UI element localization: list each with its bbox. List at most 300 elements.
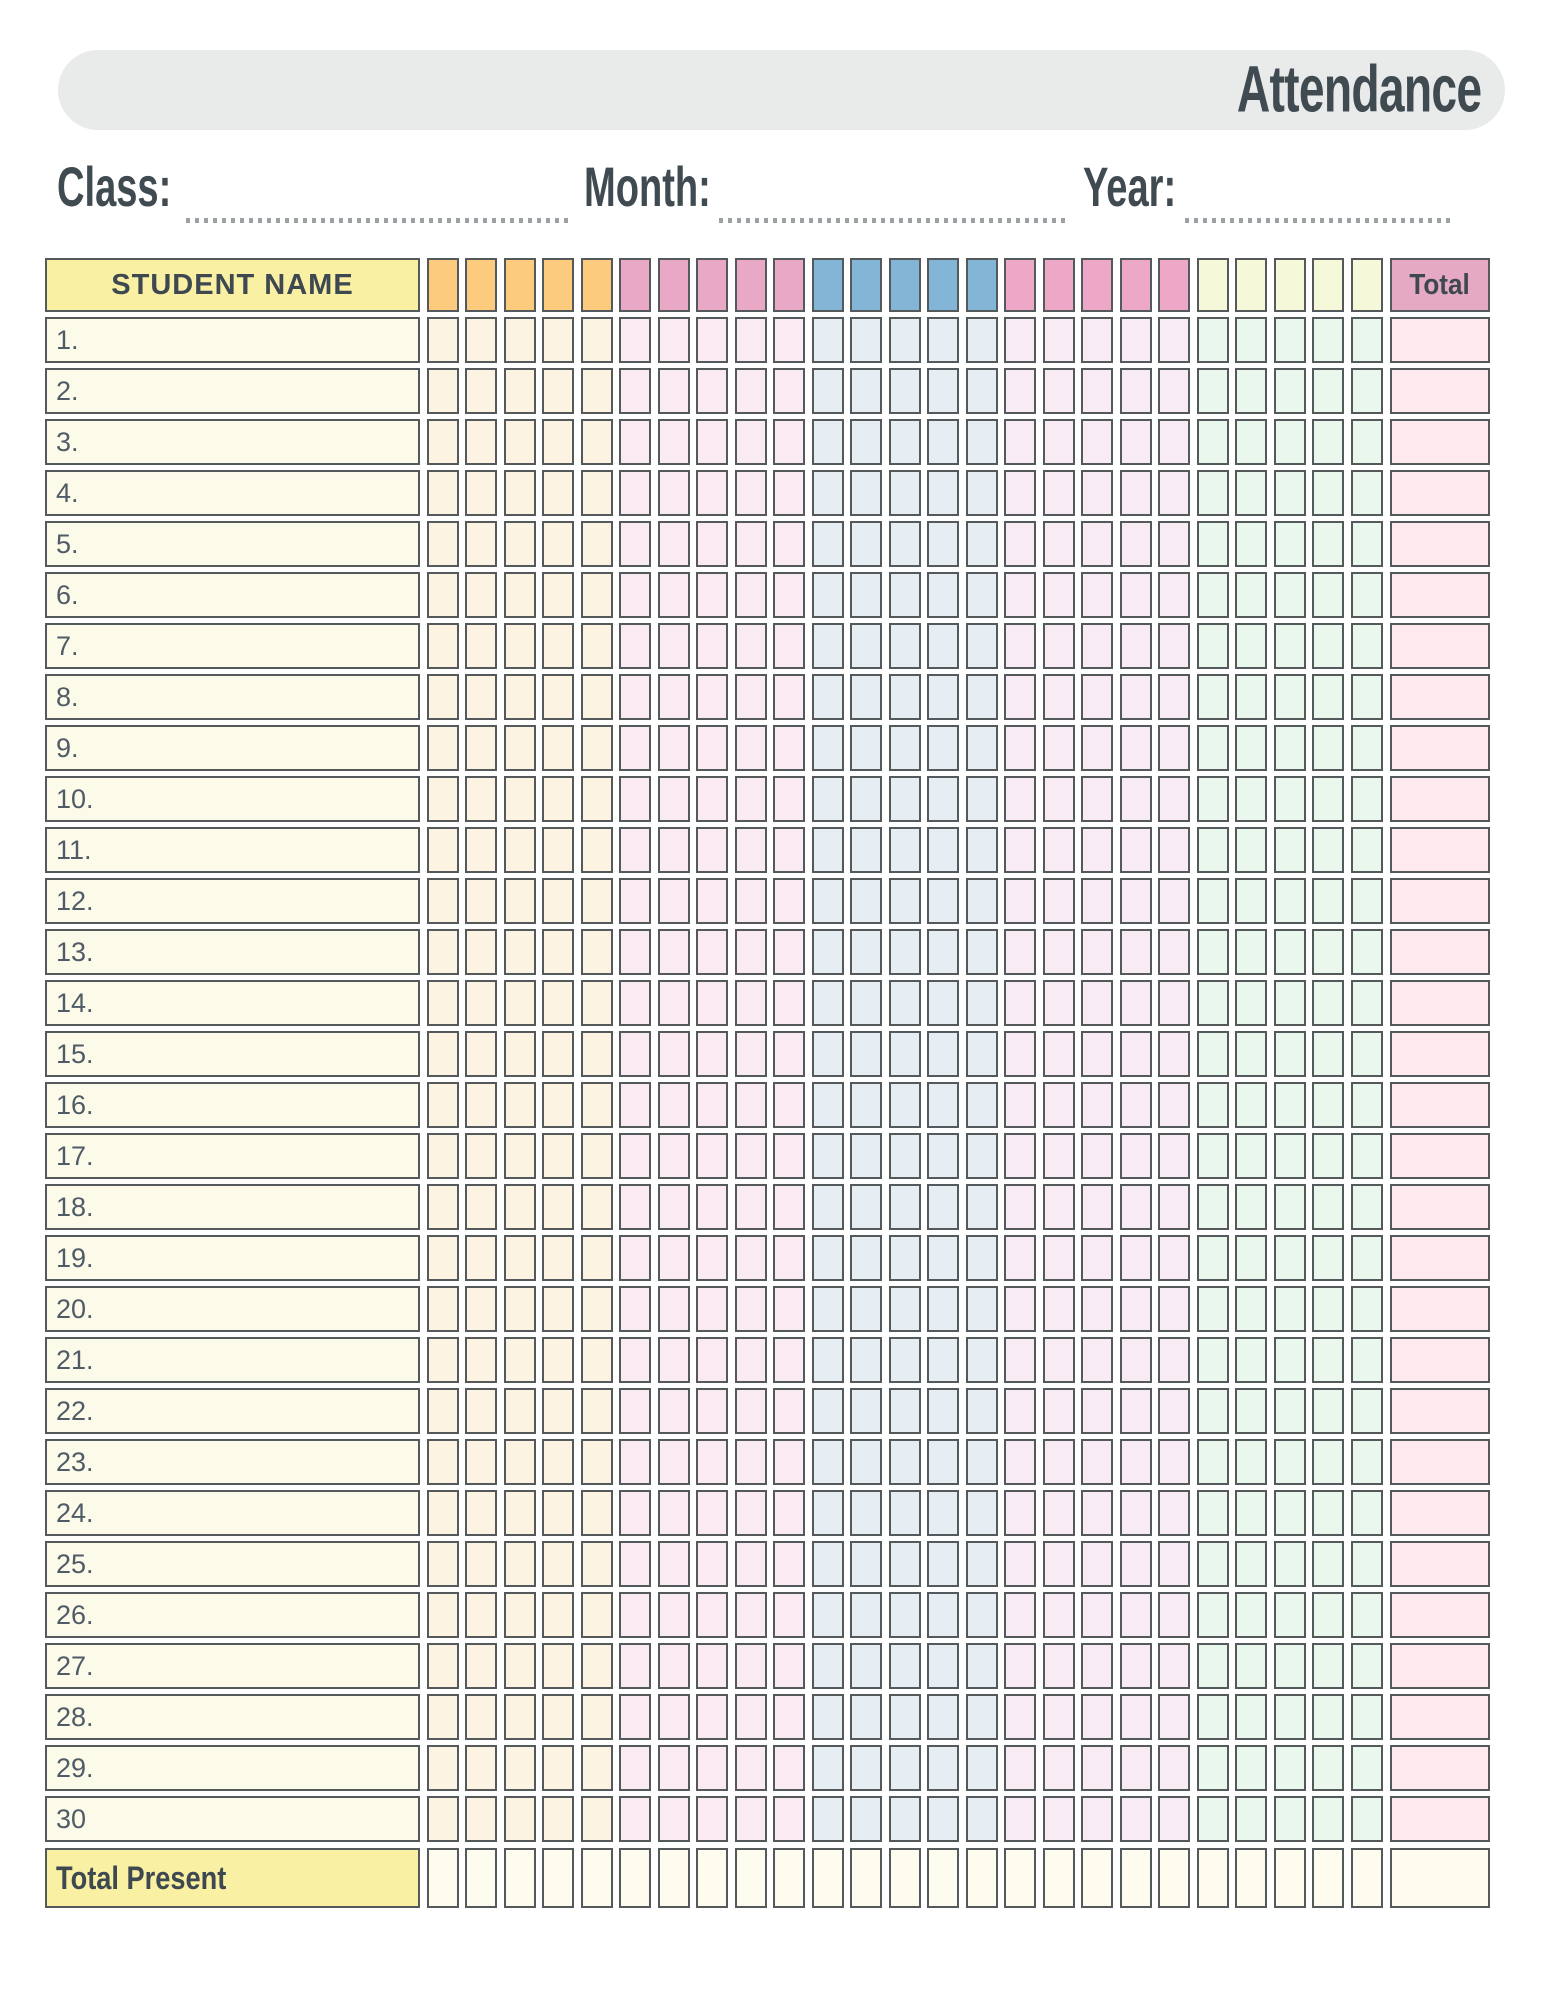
attendance-mark-cell[interactable] — [465, 980, 497, 1026]
attendance-mark-cell[interactable] — [1197, 1541, 1229, 1587]
attendance-mark-cell[interactable] — [1081, 317, 1113, 363]
row-total-cell[interactable] — [1390, 419, 1490, 465]
attendance-mark-cell[interactable] — [1197, 1439, 1229, 1485]
attendance-mark-cell[interactable] — [773, 1082, 805, 1128]
total-present-day-cell[interactable] — [735, 1848, 767, 1908]
attendance-mark-cell[interactable] — [465, 827, 497, 873]
attendance-mark-cell[interactable] — [1081, 1082, 1113, 1128]
attendance-mark-cell[interactable] — [1351, 623, 1383, 669]
attendance-mark-cell[interactable] — [1351, 1286, 1383, 1332]
attendance-mark-cell[interactable] — [812, 827, 844, 873]
attendance-mark-cell[interactable] — [850, 623, 882, 669]
attendance-mark-cell[interactable] — [1120, 419, 1152, 465]
row-total-cell[interactable] — [1390, 1082, 1490, 1128]
attendance-mark-cell[interactable] — [1081, 368, 1113, 414]
attendance-mark-cell[interactable] — [1158, 1388, 1190, 1434]
attendance-mark-cell[interactable] — [581, 1490, 613, 1536]
attendance-mark-cell[interactable] — [504, 980, 536, 1026]
attendance-mark-cell[interactable] — [1274, 1235, 1306, 1281]
attendance-mark-cell[interactable] — [889, 623, 921, 669]
attendance-mark-cell[interactable] — [1120, 776, 1152, 822]
attendance-mark-cell[interactable] — [1312, 1439, 1344, 1485]
attendance-mark-cell[interactable] — [966, 1694, 998, 1740]
attendance-mark-cell[interactable] — [1235, 1796, 1267, 1842]
attendance-mark-cell[interactable] — [542, 470, 574, 516]
attendance-mark-cell[interactable] — [1120, 1796, 1152, 1842]
attendance-mark-cell[interactable] — [1274, 1439, 1306, 1485]
attendance-mark-cell[interactable] — [1120, 1541, 1152, 1587]
attendance-mark-cell[interactable] — [465, 1286, 497, 1332]
attendance-mark-cell[interactable] — [1043, 572, 1075, 618]
attendance-mark-cell[interactable] — [1312, 470, 1344, 516]
row-total-cell[interactable] — [1390, 1541, 1490, 1587]
attendance-mark-cell[interactable] — [658, 776, 690, 822]
attendance-mark-cell[interactable] — [465, 419, 497, 465]
attendance-mark-cell[interactable] — [427, 827, 459, 873]
attendance-mark-cell[interactable] — [889, 1031, 921, 1077]
attendance-mark-cell[interactable] — [889, 1235, 921, 1281]
attendance-mark-cell[interactable] — [1043, 623, 1075, 669]
attendance-mark-cell[interactable] — [1235, 1592, 1267, 1638]
attendance-mark-cell[interactable] — [1312, 1643, 1344, 1689]
attendance-mark-cell[interactable] — [542, 1643, 574, 1689]
attendance-mark-cell[interactable] — [1120, 980, 1152, 1026]
attendance-mark-cell[interactable] — [1274, 317, 1306, 363]
attendance-mark-cell[interactable] — [735, 674, 767, 720]
attendance-mark-cell[interactable] — [504, 470, 536, 516]
attendance-mark-cell[interactable] — [1120, 878, 1152, 924]
attendance-mark-cell[interactable] — [812, 1643, 844, 1689]
attendance-mark-cell[interactable] — [1235, 1031, 1267, 1077]
attendance-mark-cell[interactable] — [1158, 1745, 1190, 1791]
attendance-mark-cell[interactable] — [427, 776, 459, 822]
attendance-mark-cell[interactable] — [427, 470, 459, 516]
attendance-mark-cell[interactable] — [1274, 623, 1306, 669]
attendance-mark-cell[interactable] — [773, 572, 805, 618]
row-total-cell[interactable] — [1390, 674, 1490, 720]
attendance-mark-cell[interactable] — [735, 1337, 767, 1383]
total-present-day-cell[interactable] — [696, 1848, 728, 1908]
attendance-mark-cell[interactable] — [1235, 674, 1267, 720]
attendance-mark-cell[interactable] — [812, 1184, 844, 1230]
attendance-mark-cell[interactable] — [735, 1031, 767, 1077]
attendance-mark-cell[interactable] — [465, 1745, 497, 1791]
attendance-mark-cell[interactable] — [850, 1286, 882, 1332]
attendance-mark-cell[interactable] — [581, 470, 613, 516]
attendance-mark-cell[interactable] — [1004, 1388, 1036, 1434]
attendance-mark-cell[interactable] — [773, 470, 805, 516]
attendance-mark-cell[interactable] — [1235, 725, 1267, 771]
attendance-mark-cell[interactable] — [1274, 1286, 1306, 1332]
attendance-mark-cell[interactable] — [1351, 1796, 1383, 1842]
attendance-mark-cell[interactable] — [1043, 1235, 1075, 1281]
attendance-mark-cell[interactable] — [504, 1133, 536, 1179]
attendance-mark-cell[interactable] — [1235, 572, 1267, 618]
attendance-mark-cell[interactable] — [850, 1337, 882, 1383]
attendance-mark-cell[interactable] — [504, 1337, 536, 1383]
attendance-mark-cell[interactable] — [619, 1490, 651, 1536]
attendance-mark-cell[interactable] — [1043, 1184, 1075, 1230]
attendance-mark-cell[interactable] — [1158, 1031, 1190, 1077]
student-name-cell[interactable]: 7. — [45, 623, 420, 669]
total-present-day-cell[interactable] — [850, 1848, 882, 1908]
total-present-day-cell[interactable] — [1351, 1848, 1383, 1908]
total-present-day-cell[interactable] — [1081, 1848, 1113, 1908]
attendance-mark-cell[interactable] — [850, 1643, 882, 1689]
attendance-mark-cell[interactable] — [773, 674, 805, 720]
attendance-mark-cell[interactable] — [619, 980, 651, 1026]
student-name-cell[interactable]: 26. — [45, 1592, 420, 1638]
attendance-mark-cell[interactable] — [1043, 1694, 1075, 1740]
attendance-mark-cell[interactable] — [927, 929, 959, 975]
attendance-mark-cell[interactable] — [658, 470, 690, 516]
total-present-day-cell[interactable] — [1274, 1848, 1306, 1908]
student-name-cell[interactable]: 25. — [45, 1541, 420, 1587]
attendance-mark-cell[interactable] — [427, 725, 459, 771]
attendance-mark-cell[interactable] — [1043, 1031, 1075, 1077]
attendance-mark-cell[interactable] — [1274, 1031, 1306, 1077]
attendance-mark-cell[interactable] — [542, 1439, 574, 1485]
attendance-mark-cell[interactable] — [966, 827, 998, 873]
attendance-mark-cell[interactable] — [889, 1439, 921, 1485]
attendance-mark-cell[interactable] — [542, 1235, 574, 1281]
student-name-cell[interactable]: 28. — [45, 1694, 420, 1740]
attendance-mark-cell[interactable] — [658, 1286, 690, 1332]
attendance-mark-cell[interactable] — [1274, 674, 1306, 720]
attendance-mark-cell[interactable] — [850, 1541, 882, 1587]
attendance-mark-cell[interactable] — [966, 1592, 998, 1638]
attendance-mark-cell[interactable] — [1158, 1490, 1190, 1536]
attendance-mark-cell[interactable] — [542, 1031, 574, 1077]
attendance-mark-cell[interactable] — [465, 725, 497, 771]
attendance-mark-cell[interactable] — [581, 929, 613, 975]
attendance-mark-cell[interactable] — [1081, 1439, 1113, 1485]
student-name-cell[interactable]: 29. — [45, 1745, 420, 1791]
total-present-day-cell[interactable] — [1312, 1848, 1344, 1908]
attendance-mark-cell[interactable] — [773, 317, 805, 363]
attendance-mark-cell[interactable] — [619, 1133, 651, 1179]
attendance-mark-cell[interactable] — [966, 1439, 998, 1485]
attendance-mark-cell[interactable] — [1351, 725, 1383, 771]
attendance-mark-cell[interactable] — [927, 419, 959, 465]
attendance-mark-cell[interactable] — [696, 1337, 728, 1383]
attendance-mark-cell[interactable] — [542, 368, 574, 414]
attendance-mark-cell[interactable] — [735, 1133, 767, 1179]
attendance-mark-cell[interactable] — [658, 1133, 690, 1179]
attendance-mark-cell[interactable] — [1004, 1796, 1036, 1842]
attendance-mark-cell[interactable] — [927, 776, 959, 822]
attendance-mark-cell[interactable] — [1235, 1490, 1267, 1536]
attendance-mark-cell[interactable] — [1235, 1541, 1267, 1587]
attendance-mark-cell[interactable] — [504, 1796, 536, 1842]
attendance-mark-cell[interactable] — [1197, 1133, 1229, 1179]
student-name-cell[interactable]: 10. — [45, 776, 420, 822]
attendance-mark-cell[interactable] — [1351, 674, 1383, 720]
attendance-mark-cell[interactable] — [658, 368, 690, 414]
attendance-mark-cell[interactable] — [1235, 419, 1267, 465]
attendance-mark-cell[interactable] — [812, 1388, 844, 1434]
attendance-mark-cell[interactable] — [1274, 470, 1306, 516]
attendance-mark-cell[interactable] — [696, 878, 728, 924]
attendance-mark-cell[interactable] — [581, 1592, 613, 1638]
attendance-mark-cell[interactable] — [850, 725, 882, 771]
attendance-mark-cell[interactable] — [773, 1796, 805, 1842]
attendance-mark-cell[interactable] — [927, 317, 959, 363]
attendance-mark-cell[interactable] — [1081, 776, 1113, 822]
attendance-mark-cell[interactable] — [465, 1082, 497, 1128]
attendance-mark-cell[interactable] — [504, 317, 536, 363]
attendance-mark-cell[interactable] — [427, 674, 459, 720]
attendance-mark-cell[interactable] — [927, 1592, 959, 1638]
attendance-mark-cell[interactable] — [1004, 419, 1036, 465]
attendance-mark-cell[interactable] — [735, 1694, 767, 1740]
attendance-mark-cell[interactable] — [581, 1745, 613, 1791]
attendance-mark-cell[interactable] — [581, 776, 613, 822]
attendance-mark-cell[interactable] — [966, 1745, 998, 1791]
attendance-mark-cell[interactable] — [735, 1439, 767, 1485]
attendance-mark-cell[interactable] — [773, 1388, 805, 1434]
total-present-day-cell[interactable] — [1158, 1848, 1190, 1908]
attendance-mark-cell[interactable] — [1274, 980, 1306, 1026]
attendance-mark-cell[interactable] — [850, 1796, 882, 1842]
student-name-cell[interactable]: 13. — [45, 929, 420, 975]
attendance-mark-cell[interactable] — [1081, 674, 1113, 720]
attendance-mark-cell[interactable] — [1235, 1643, 1267, 1689]
attendance-mark-cell[interactable] — [1081, 1643, 1113, 1689]
attendance-mark-cell[interactable] — [812, 1592, 844, 1638]
attendance-mark-cell[interactable] — [1004, 1286, 1036, 1332]
attendance-mark-cell[interactable] — [1004, 827, 1036, 873]
attendance-mark-cell[interactable] — [773, 1643, 805, 1689]
attendance-mark-cell[interactable] — [735, 827, 767, 873]
attendance-mark-cell[interactable] — [619, 470, 651, 516]
attendance-mark-cell[interactable] — [465, 623, 497, 669]
attendance-mark-cell[interactable] — [735, 1082, 767, 1128]
attendance-mark-cell[interactable] — [1158, 674, 1190, 720]
attendance-mark-cell[interactable] — [542, 1592, 574, 1638]
attendance-mark-cell[interactable] — [1043, 776, 1075, 822]
attendance-mark-cell[interactable] — [966, 521, 998, 567]
attendance-mark-cell[interactable] — [465, 776, 497, 822]
attendance-mark-cell[interactable] — [658, 521, 690, 567]
attendance-mark-cell[interactable] — [1120, 470, 1152, 516]
attendance-mark-cell[interactable] — [542, 878, 574, 924]
attendance-mark-cell[interactable] — [465, 1235, 497, 1281]
attendance-mark-cell[interactable] — [889, 572, 921, 618]
attendance-mark-cell[interactable] — [1043, 1592, 1075, 1638]
attendance-mark-cell[interactable] — [850, 1031, 882, 1077]
attendance-mark-cell[interactable] — [850, 368, 882, 414]
attendance-mark-cell[interactable] — [1004, 521, 1036, 567]
attendance-mark-cell[interactable] — [581, 1031, 613, 1077]
attendance-mark-cell[interactable] — [966, 1796, 998, 1842]
attendance-mark-cell[interactable] — [966, 419, 998, 465]
attendance-mark-cell[interactable] — [1043, 1541, 1075, 1587]
attendance-mark-cell[interactable] — [1043, 1082, 1075, 1128]
attendance-mark-cell[interactable] — [658, 1235, 690, 1281]
attendance-mark-cell[interactable] — [1158, 1592, 1190, 1638]
attendance-mark-cell[interactable] — [1312, 878, 1344, 924]
attendance-mark-cell[interactable] — [1081, 1337, 1113, 1383]
attendance-mark-cell[interactable] — [812, 419, 844, 465]
attendance-mark-cell[interactable] — [1120, 674, 1152, 720]
attendance-mark-cell[interactable] — [427, 1337, 459, 1383]
attendance-mark-cell[interactable] — [773, 521, 805, 567]
attendance-mark-cell[interactable] — [1158, 878, 1190, 924]
attendance-mark-cell[interactable] — [1158, 1286, 1190, 1332]
attendance-mark-cell[interactable] — [889, 980, 921, 1026]
attendance-mark-cell[interactable] — [1197, 980, 1229, 1026]
attendance-mark-cell[interactable] — [658, 1745, 690, 1791]
attendance-mark-cell[interactable] — [1235, 980, 1267, 1026]
attendance-mark-cell[interactable] — [850, 1592, 882, 1638]
attendance-mark-cell[interactable] — [581, 674, 613, 720]
attendance-mark-cell[interactable] — [427, 1235, 459, 1281]
attendance-mark-cell[interactable] — [966, 776, 998, 822]
attendance-mark-cell[interactable] — [696, 1541, 728, 1587]
attendance-mark-cell[interactable] — [735, 776, 767, 822]
attendance-mark-cell[interactable] — [927, 1745, 959, 1791]
attendance-mark-cell[interactable] — [1081, 470, 1113, 516]
attendance-mark-cell[interactable] — [812, 521, 844, 567]
attendance-mark-cell[interactable] — [1351, 1592, 1383, 1638]
attendance-mark-cell[interactable] — [696, 317, 728, 363]
attendance-mark-cell[interactable] — [1351, 572, 1383, 618]
attendance-mark-cell[interactable] — [1120, 827, 1152, 873]
attendance-mark-cell[interactable] — [1120, 1337, 1152, 1383]
row-total-cell[interactable] — [1390, 980, 1490, 1026]
attendance-mark-cell[interactable] — [850, 572, 882, 618]
attendance-mark-cell[interactable] — [1043, 827, 1075, 873]
attendance-mark-cell[interactable] — [619, 1184, 651, 1230]
attendance-mark-cell[interactable] — [812, 572, 844, 618]
attendance-mark-cell[interactable] — [696, 674, 728, 720]
attendance-mark-cell[interactable] — [427, 1031, 459, 1077]
attendance-mark-cell[interactable] — [427, 878, 459, 924]
attendance-mark-cell[interactable] — [773, 1286, 805, 1332]
attendance-mark-cell[interactable] — [1081, 1031, 1113, 1077]
student-name-cell[interactable]: 16. — [45, 1082, 420, 1128]
attendance-mark-cell[interactable] — [966, 674, 998, 720]
attendance-mark-cell[interactable] — [850, 1439, 882, 1485]
attendance-mark-cell[interactable] — [773, 1745, 805, 1791]
attendance-mark-cell[interactable] — [1004, 1643, 1036, 1689]
attendance-mark-cell[interactable] — [696, 1694, 728, 1740]
attendance-mark-cell[interactable] — [927, 1082, 959, 1128]
attendance-mark-cell[interactable] — [1274, 572, 1306, 618]
attendance-mark-cell[interactable] — [696, 470, 728, 516]
attendance-mark-cell[interactable] — [1274, 1082, 1306, 1128]
attendance-mark-cell[interactable] — [1235, 521, 1267, 567]
attendance-mark-cell[interactable] — [966, 572, 998, 618]
attendance-mark-cell[interactable] — [1120, 1133, 1152, 1179]
student-name-cell[interactable]: 6. — [45, 572, 420, 618]
attendance-mark-cell[interactable] — [696, 623, 728, 669]
attendance-mark-cell[interactable] — [735, 929, 767, 975]
attendance-mark-cell[interactable] — [504, 368, 536, 414]
attendance-mark-cell[interactable] — [1120, 1592, 1152, 1638]
attendance-mark-cell[interactable] — [542, 827, 574, 873]
attendance-mark-cell[interactable] — [619, 1796, 651, 1842]
attendance-mark-cell[interactable] — [773, 1694, 805, 1740]
attendance-mark-cell[interactable] — [1043, 470, 1075, 516]
row-total-cell[interactable] — [1390, 1490, 1490, 1536]
student-name-cell[interactable]: 18. — [45, 1184, 420, 1230]
attendance-mark-cell[interactable] — [658, 317, 690, 363]
row-total-cell[interactable] — [1390, 827, 1490, 873]
row-total-cell[interactable] — [1390, 1133, 1490, 1179]
total-present-day-cell[interactable] — [1004, 1848, 1036, 1908]
attendance-mark-cell[interactable] — [1120, 521, 1152, 567]
student-name-cell[interactable]: 30 — [45, 1796, 420, 1842]
attendance-mark-cell[interactable] — [1235, 623, 1267, 669]
attendance-mark-cell[interactable] — [1197, 827, 1229, 873]
attendance-mark-cell[interactable] — [1043, 1643, 1075, 1689]
attendance-mark-cell[interactable] — [850, 1184, 882, 1230]
attendance-mark-cell[interactable] — [542, 776, 574, 822]
attendance-mark-cell[interactable] — [1274, 929, 1306, 975]
attendance-mark-cell[interactable] — [619, 1388, 651, 1434]
attendance-mark-cell[interactable] — [542, 980, 574, 1026]
attendance-mark-cell[interactable] — [812, 1541, 844, 1587]
attendance-mark-cell[interactable] — [773, 776, 805, 822]
attendance-mark-cell[interactable] — [619, 1031, 651, 1077]
attendance-mark-cell[interactable] — [812, 1286, 844, 1332]
attendance-mark-cell[interactable] — [850, 317, 882, 363]
attendance-mark-cell[interactable] — [619, 1592, 651, 1638]
attendance-mark-cell[interactable] — [427, 1541, 459, 1587]
attendance-mark-cell[interactable] — [1158, 776, 1190, 822]
attendance-mark-cell[interactable] — [1004, 470, 1036, 516]
attendance-mark-cell[interactable] — [1235, 1388, 1267, 1434]
attendance-mark-cell[interactable] — [735, 1541, 767, 1587]
row-total-cell[interactable] — [1390, 470, 1490, 516]
attendance-mark-cell[interactable] — [1312, 1796, 1344, 1842]
attendance-mark-cell[interactable] — [850, 980, 882, 1026]
attendance-mark-cell[interactable] — [735, 1796, 767, 1842]
attendance-mark-cell[interactable] — [966, 1184, 998, 1230]
attendance-mark-cell[interactable] — [1312, 1541, 1344, 1587]
attendance-mark-cell[interactable] — [1197, 725, 1229, 771]
attendance-mark-cell[interactable] — [1274, 878, 1306, 924]
attendance-mark-cell[interactable] — [773, 725, 805, 771]
attendance-mark-cell[interactable] — [773, 368, 805, 414]
attendance-mark-cell[interactable] — [619, 368, 651, 414]
attendance-mark-cell[interactable] — [1197, 1235, 1229, 1281]
attendance-mark-cell[interactable] — [1351, 1643, 1383, 1689]
attendance-mark-cell[interactable] — [1043, 419, 1075, 465]
attendance-mark-cell[interactable] — [966, 725, 998, 771]
attendance-mark-cell[interactable] — [1120, 1235, 1152, 1281]
attendance-mark-cell[interactable] — [581, 1694, 613, 1740]
attendance-mark-cell[interactable] — [504, 1184, 536, 1230]
attendance-mark-cell[interactable] — [1158, 725, 1190, 771]
attendance-mark-cell[interactable] — [619, 623, 651, 669]
attendance-mark-cell[interactable] — [1158, 1694, 1190, 1740]
attendance-mark-cell[interactable] — [1235, 1745, 1267, 1791]
attendance-mark-cell[interactable] — [465, 572, 497, 618]
attendance-mark-cell[interactable] — [542, 521, 574, 567]
attendance-mark-cell[interactable] — [1004, 725, 1036, 771]
attendance-mark-cell[interactable] — [542, 1796, 574, 1842]
attendance-mark-cell[interactable] — [1351, 1031, 1383, 1077]
attendance-mark-cell[interactable] — [1197, 1337, 1229, 1383]
attendance-mark-cell[interactable] — [619, 1439, 651, 1485]
attendance-mark-cell[interactable] — [850, 419, 882, 465]
attendance-mark-cell[interactable] — [1197, 1082, 1229, 1128]
attendance-mark-cell[interactable] — [735, 1286, 767, 1332]
attendance-mark-cell[interactable] — [1351, 878, 1383, 924]
